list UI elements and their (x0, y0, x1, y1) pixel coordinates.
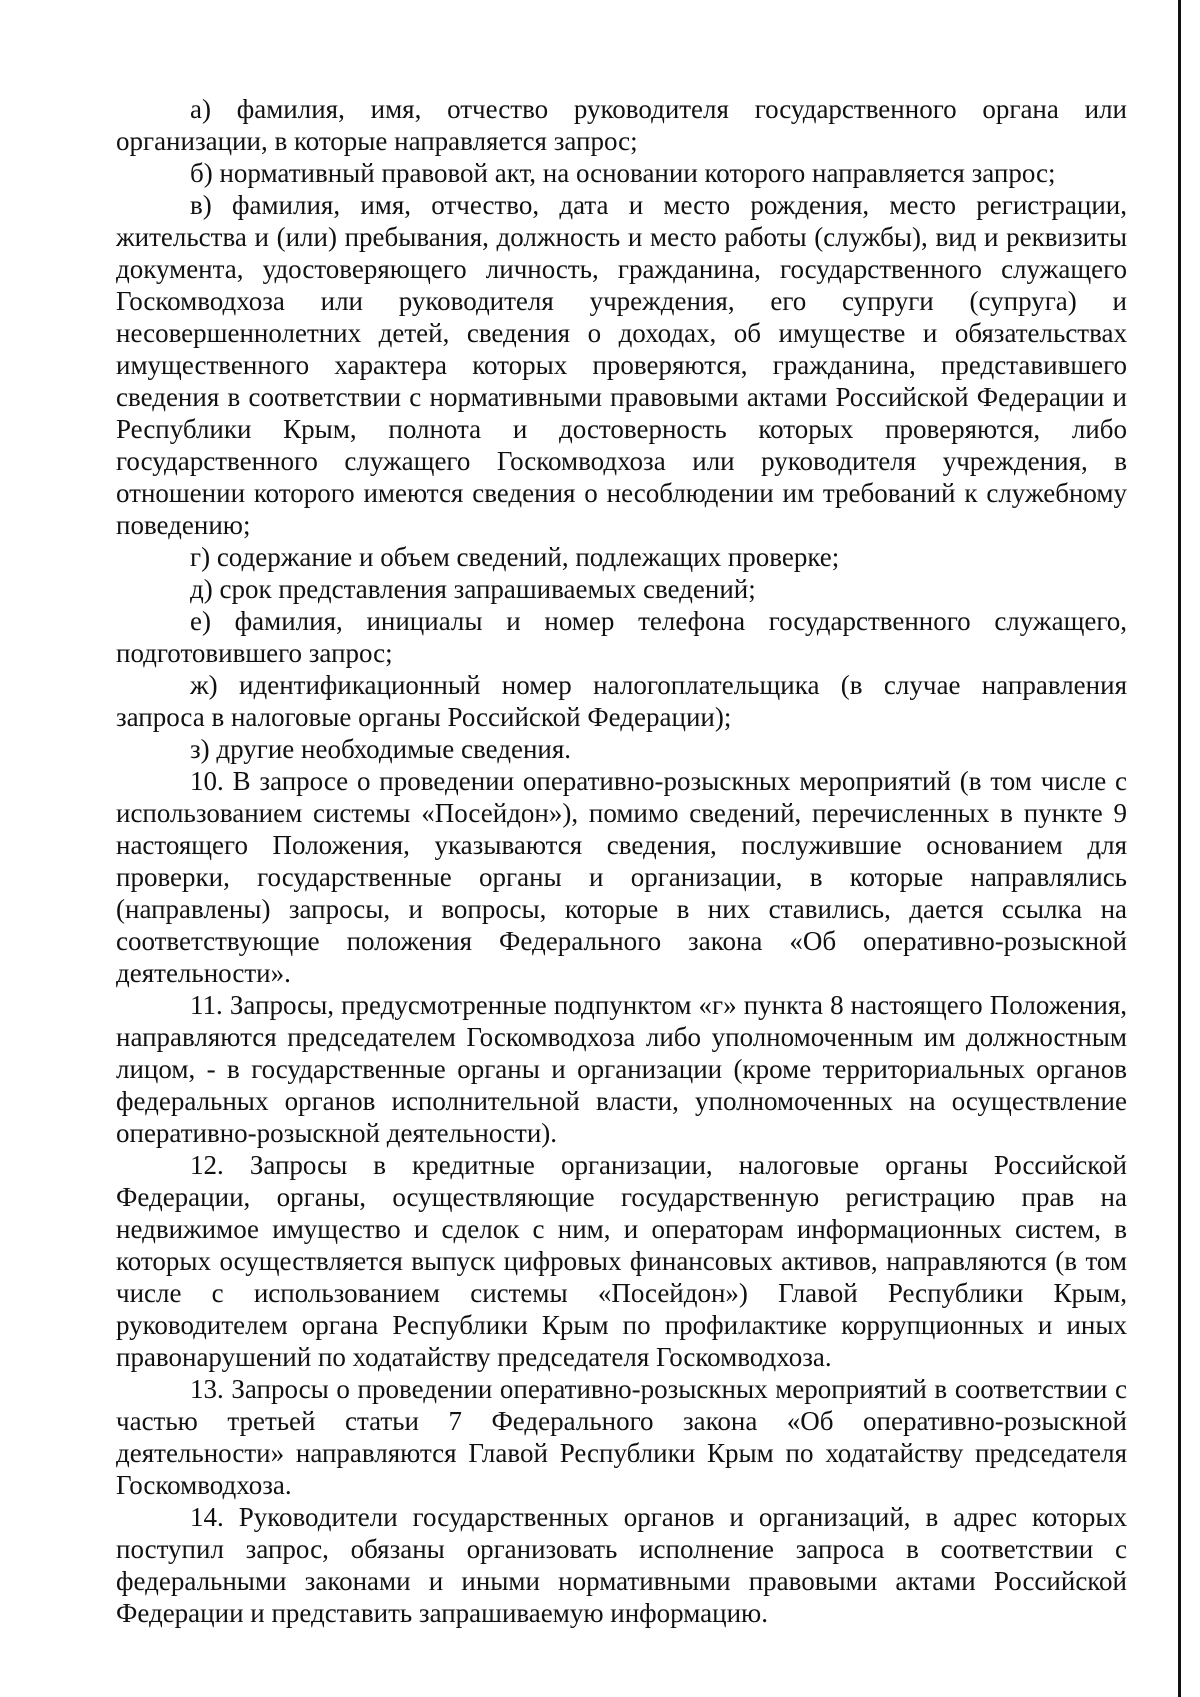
paragraph-10: 10. В запросе о проведении оперативно-розыскных мероприятий (в том числе с использованием системы «Посейдон»), помимо сведений, перечисленных в пункте 9 настоящего Положения, указываются сведения, послужившие основанием для проверки, государственные органы и организации, в которые направлялись (направлены) запросы, и вопросы, которые в них ставились, дается ссылка на соответствующие положения Федерального закона «Об оперативно-розыскной деятельности». (116, 766, 1127, 988)
paragraph-item-d: д) срок представления запрашиваемых сведений; (190, 574, 756, 604)
document-body (116, 93, 1127, 1629)
paragraph-item-a: а) фамилия, имя, отчество руководителя государственного органа или организации, в которые направляется запрос; (116, 94, 1127, 156)
paragraph-14: 14. Руководители государственных органов и организаций, в адрес которых поступил запрос, обязаны организовать исполнение запроса в соответствии с федеральными законами и иными нормативными правовыми актами Российской Федерации и представить запрашиваемую информацию. (116, 1502, 1127, 1628)
paragraph-11: 11. Запросы, предусмотренные подпунктом «г» пункта 8 настоящего Положения, направляются председателем Госкомводхоза либо уполномоченным им должностным лицом, - в государственные органы и организации (кроме территориальных органов федеральных органов исполнительной власти, уполномоченных на осуществление оперативно-розыскной деятельности). (116, 990, 1127, 1148)
paragraph-item-e: е) фамилия, инициалы и номер телефона государственного служащего, подготовившего запрос; (116, 606, 1127, 668)
paragraph-item-g: г) содержание и объем сведений, подлежащих проверке; (190, 542, 840, 572)
paragraph-item-b: б) нормативный правовой акт, на основании которого направляется запрос; (190, 158, 1056, 188)
paragraph-12: 12. Запросы в кредитные организации, налоговые органы Российской Федерации, органы, осуществляющие государственную регистрацию прав на недвижимое имущество и сделок с ним, и операторам информационных систем, в которых осуществляется выпуск цифровых финансовых активов, направляются (в том числе с использованием системы «Посейдон») Главой Республики Крым, руководителем органа Республики Крым по профилактике коррупционных и иных правонарушений по ходатайству председателя Госкомводхоза. (116, 1150, 1127, 1372)
page-edge-line (1178, 0, 1181, 1697)
paragraph-item-v: в) фамилия, имя, отчество, дата и место рождения, место регистрации, жительства и (или) пребывания, должность и место работы (службы), вид и реквизиты документа, удостоверяющего личность, гражданина, государственного служащего Госкомводхоза или руководителя учреждения, его супруги (супруга) и несовершеннолетних детей, сведения о доходах, об имуществе и обязательствах имущественного характера которых проверяются, гражданина, представившего сведения в соответствии с нормативными правовыми актами Российской Федерации и Республики Крым, полнота и достоверность которых проверяются, либо государственного служащего Госкомводхоза или руководителя учреждения, в отношении которого имеются сведения о несоблюдении им требований к служебному поведению; (116, 190, 1127, 540)
paragraph-item-z: з) другие необходимые сведения. (190, 734, 572, 764)
paragraph-13: 13. Запросы о проведении оперативно-розыскных мероприятий в соответствии с частью третьей статьи 7 Федерального закона «Об оперативно-розыскной деятельности» направляются Главой Республики Крым по ходатайству председателя Госкомводхоза. (116, 1374, 1127, 1500)
paragraph-item-zh: ж) идентификационный номер налогоплательщика (в случае направления запроса в налоговые органы Российской Федерации); (116, 670, 1127, 732)
